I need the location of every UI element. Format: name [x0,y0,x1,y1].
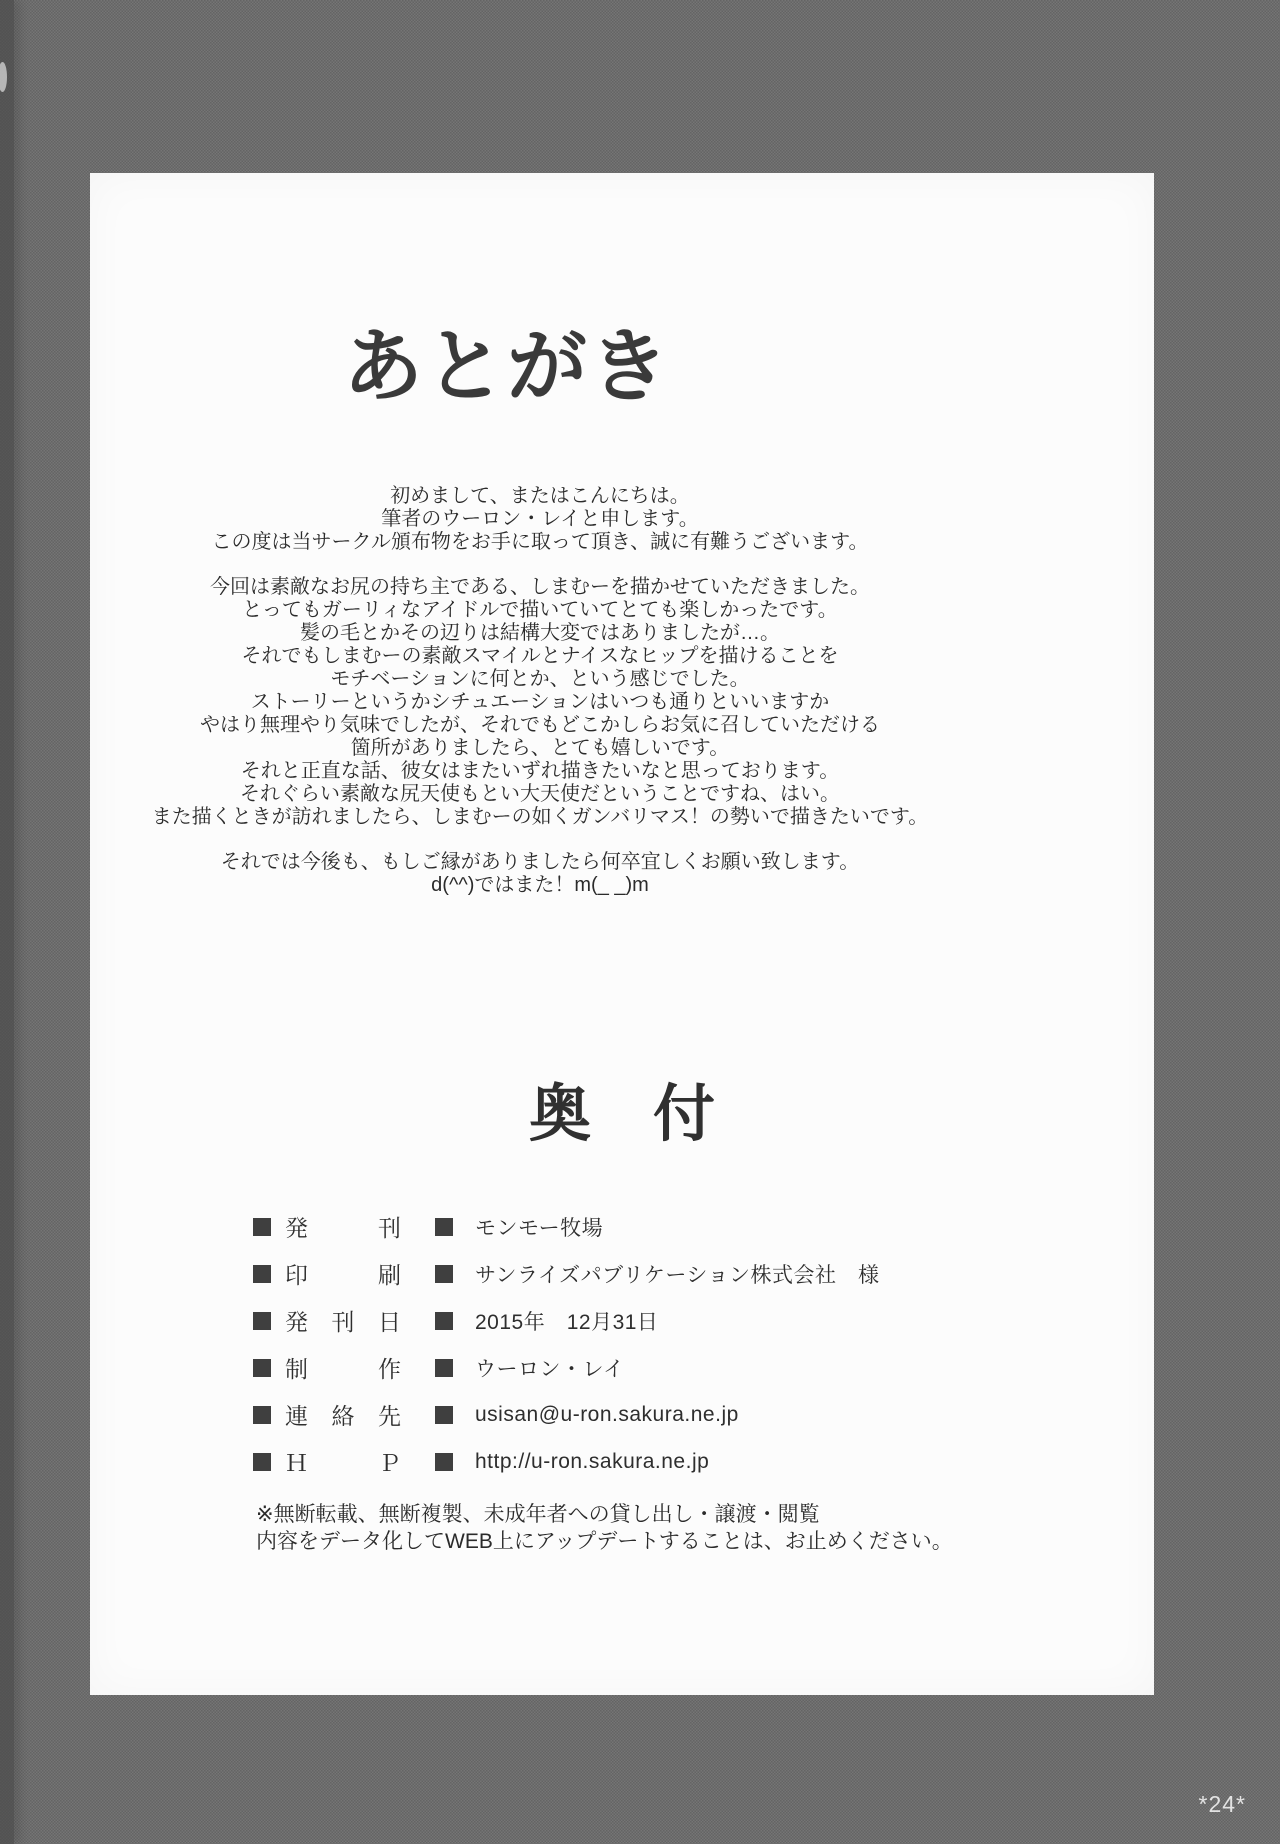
afterword-line: それでもしまむーの素敵スマイルとナイスなヒップを描けることを [241,645,839,667]
afterword-line: やはり無理やり気味でしたが、それでもどこかしらお気に召していただける [200,714,880,736]
afterword-line: とってもガーリィなアイドルで描いていてとても楽しかったです。 [242,599,838,621]
afterword-line: 髪の毛とかその辺りは結構大変ではありましたが…。 [300,622,780,644]
afterword-line: また描くときが訪れましたら、しまむーの如くガンバリマス！の勢いで描きたいです。 [151,806,929,828]
colophon-value: サンライズパブリケーション株式会社 様 [475,1263,880,1287]
afterword-line: 筆者のウーロン・レイと申します。 [381,508,699,530]
afterword-line: モチベーションに何とか、という感じでした。 [330,668,750,690]
bullet-square-icon [435,1265,453,1283]
afterword-line: この度は当サークル頒布物をお手に取って頂き、誠に有難うございます。 [211,531,869,553]
bullet-square-icon [435,1359,453,1377]
colophon-label: 制作 [285,1356,401,1382]
colophon-title: 奥 付 [528,1080,715,1149]
colophon-row-publish-date [253,1297,1013,1344]
bullet-square-icon [253,1359,271,1377]
afterword-paragraph-greeting [90,485,990,554]
bullet-square-icon [253,1265,271,1283]
colophon-value-url: http://u-ron.sakura.ne.jp [475,1449,710,1473]
afterword-paragraph-main [90,576,990,829]
scan-edge-shadow [0,0,14,1844]
colophon-label: 発刊 [285,1215,401,1241]
copyright-notice-line: ※無断転載、無断複製、未成年者への貸し出し・譲渡・閲覧 [256,1503,820,1526]
colophon-label: 印刷 [285,1262,401,1288]
colophon-value: ウーロン・レイ [475,1357,625,1381]
afterword-line: ストーリーというかシチュエーションはいつも通りといいますか [250,691,830,713]
bullet-square-icon [435,1218,453,1236]
copyright-notice-line: 内容をデータ化してWEB上にアップデートすることは、お止めください。 [256,1530,953,1553]
bullet-square-icon [253,1453,271,1471]
colophon-table [253,1203,1013,1485]
colophon-value-email: usisan@u-ron.sakura.ne.jp [475,1402,739,1426]
bullet-square-icon [253,1406,271,1424]
afterword-line: それでは今後も、もしご縁がありましたら何卒宜しくお願い致します。 [220,851,860,873]
doujin-afterword-page [90,173,1154,1695]
colophon-row-publisher [253,1203,1013,1250]
afterword-paragraph-closing [90,851,990,897]
afterword-line: それぐらい素敵な尻天使もとい大天使だということですね、はい。 [240,783,840,805]
afterword-line: d(^^)ではまた！m(_ _)m [431,874,649,896]
colophon-label: ＨＰ [285,1450,401,1476]
colophon-row-printer [253,1250,1013,1297]
colophon-label: 連絡先 [285,1403,401,1429]
bullet-square-icon [435,1453,453,1471]
colophon-label: 発刊日 [285,1309,401,1335]
afterword-line: 箇所がありましたら、とても嬉しいです。 [350,737,730,759]
afterword-line: それと正直な話、彼女はまたいずれ描きたいなと思っております。 [240,760,840,782]
afterword-line: 初めまして、またはこんにちは。 [390,485,690,507]
copyright-notice [256,1501,953,1555]
colophon-row-author [253,1344,1013,1391]
colophon-value: モンモー牧場 [475,1216,604,1240]
page-number: *24* [1198,1791,1246,1817]
afterword-body [90,485,990,919]
bullet-square-icon [435,1312,453,1330]
bullet-square-icon [253,1312,271,1330]
colophon-row-contact [253,1391,1013,1438]
colophon-value: 2015年 12月31日 [475,1310,659,1334]
bullet-square-icon [435,1406,453,1424]
afterword-line: 今回は素敵なお尻の持ち主である、しまむーを描かせていただきました。 [210,576,870,598]
bullet-square-icon [253,1218,271,1236]
colophon-row-homepage [253,1438,1013,1485]
afterword-title: あとがき [343,322,671,411]
